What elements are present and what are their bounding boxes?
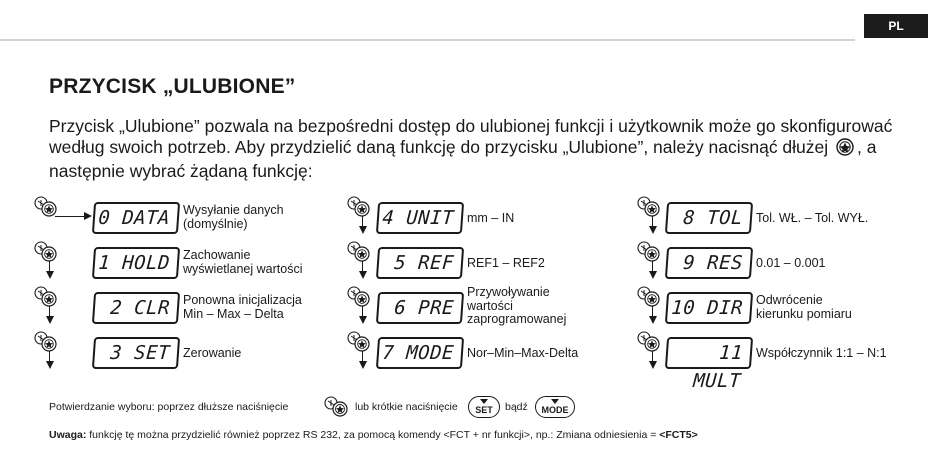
function-description bbox=[756, 256, 826, 270]
function-description-line: Współczynnik 1:1 – N:1 bbox=[756, 346, 887, 360]
note-text bbox=[49, 429, 698, 441]
favorite-button-icon bbox=[636, 331, 664, 353]
connector-arrow-icon bbox=[649, 316, 657, 324]
function-description bbox=[467, 286, 566, 327]
intro-text-end: , a następnie wybrać żądaną funkcję: bbox=[49, 137, 877, 181]
function-description bbox=[183, 346, 241, 360]
intro-text-start: Przycisk „Ulubione” pozwala na bezpośredni dostęp do ulubionej funkcji i użytkownik może go skonfigurować według swoich potrzeb. Aby przydzielić daną funkcję do przycisku „Ulubione”, należy nacisnąć dłużej bbox=[49, 116, 893, 157]
favorite-button-icon bbox=[346, 286, 374, 308]
note-label: Uwaga: bbox=[49, 429, 87, 441]
set-button-label: SET bbox=[475, 405, 493, 415]
lcd-display: 10 DIR bbox=[665, 292, 753, 324]
lcd-display: 4 UNIT bbox=[376, 202, 464, 234]
function-description-line: Wysyłanie danych bbox=[183, 203, 284, 217]
function-description-line: Zachowanie bbox=[183, 248, 251, 262]
function-description bbox=[467, 211, 514, 225]
function-description bbox=[756, 211, 868, 225]
favorite-button-icon bbox=[33, 241, 61, 263]
function-description-line: Nor–Min–Max-Delta bbox=[467, 346, 579, 360]
function-description-line: (domyślnie) bbox=[183, 216, 248, 231]
function-description-line: wyświetlanej wartości bbox=[183, 261, 303, 276]
favorite-button-icon bbox=[636, 286, 664, 308]
note-example: <FCT5> bbox=[659, 429, 698, 441]
function-description bbox=[183, 294, 302, 321]
mode-button-label: MODE bbox=[541, 405, 569, 415]
function-description bbox=[756, 294, 852, 321]
confirm-text-2: lub krótkie naciśnięcie bbox=[355, 401, 458, 413]
mode-button-icon bbox=[535, 396, 575, 418]
confirm-text-3: bądź bbox=[505, 401, 528, 413]
favorite-button-icon bbox=[636, 241, 664, 263]
favorite-button-icon bbox=[346, 241, 374, 263]
function-description-line: mm – IN bbox=[467, 211, 515, 225]
favorite-button-icon bbox=[33, 196, 61, 218]
lcd-display: 9 RES bbox=[665, 247, 753, 279]
connector-line bbox=[55, 216, 85, 217]
language-badge: PL bbox=[864, 14, 928, 38]
function-description bbox=[756, 346, 887, 360]
function-description-line: 0.01 – 0.001 bbox=[756, 256, 826, 270]
function-description-line: zaprogramowanej bbox=[467, 312, 567, 326]
header-rule bbox=[0, 39, 855, 41]
favorite-button-icon bbox=[835, 138, 855, 161]
function-description-line: Przywoływanie bbox=[467, 285, 550, 299]
function-description-line: Tol. WŁ. – Tol. WYŁ. bbox=[756, 211, 869, 225]
lcd-display: 0 DATA bbox=[92, 202, 180, 234]
connector-arrow-icon bbox=[649, 271, 657, 279]
note-body: funkcję tę można przydzielić również poprzez RS 232, za pomocą komendy <FCT + nr funkcji>, np.: Zmiana odniesienia = bbox=[86, 429, 660, 441]
connector-arrow-icon bbox=[84, 212, 92, 220]
favorite-button-icon bbox=[33, 286, 61, 308]
confirm-text-1: Potwierdzanie wyboru: poprzez dłuższe naciśnięcie bbox=[49, 401, 289, 413]
set-button-icon bbox=[468, 396, 500, 418]
lcd-display: 11 MULT bbox=[665, 337, 753, 369]
function-description-line: Zerowanie bbox=[183, 346, 242, 360]
function-description bbox=[183, 249, 302, 276]
function-description bbox=[183, 204, 284, 231]
function-description-line: Odwrócenie bbox=[756, 293, 823, 307]
lcd-display: 6 PRE bbox=[376, 292, 464, 324]
function-description-line: Ponowna inicjalizacja bbox=[183, 293, 302, 307]
connector-arrow-icon bbox=[359, 226, 367, 234]
lcd-display: 2 CLR bbox=[92, 292, 180, 324]
lcd-display: 7 MODE bbox=[376, 337, 464, 369]
lcd-display: 8 TOL bbox=[665, 202, 753, 234]
lcd-display: 5 REF bbox=[376, 247, 464, 279]
connector-arrow-icon bbox=[359, 271, 367, 279]
function-description bbox=[467, 346, 578, 360]
favorite-button-icon bbox=[322, 395, 350, 417]
favorite-button-icon bbox=[33, 331, 61, 353]
intro-paragraph bbox=[49, 116, 929, 182]
connector-arrow-icon bbox=[649, 361, 657, 369]
lcd-display: 3 SET bbox=[92, 337, 180, 369]
connector-arrow-icon bbox=[46, 271, 54, 279]
favorite-button-icon bbox=[346, 331, 374, 353]
function-description-line: Min – Max – Delta bbox=[183, 306, 284, 321]
connector-arrow-icon bbox=[359, 316, 367, 324]
connector-arrow-icon bbox=[649, 226, 657, 234]
connector-arrow-icon bbox=[46, 316, 54, 324]
set-button-arrow-icon bbox=[480, 399, 488, 404]
function-description-line: kierunku pomiaru bbox=[756, 306, 852, 321]
favorite-button-icon bbox=[636, 196, 664, 218]
mode-button-arrow-icon bbox=[551, 399, 559, 404]
connector-arrow-icon bbox=[359, 361, 367, 369]
lcd-display: 1 HOLD bbox=[92, 247, 180, 279]
page-title: PRZYCISK „ULUBIONE” bbox=[49, 75, 296, 98]
favorite-button-icon bbox=[346, 196, 374, 218]
function-description-line: wartości bbox=[467, 298, 513, 313]
function-description bbox=[467, 256, 545, 270]
connector-arrow-icon bbox=[46, 361, 54, 369]
function-description-line: REF1 – REF2 bbox=[467, 256, 545, 270]
